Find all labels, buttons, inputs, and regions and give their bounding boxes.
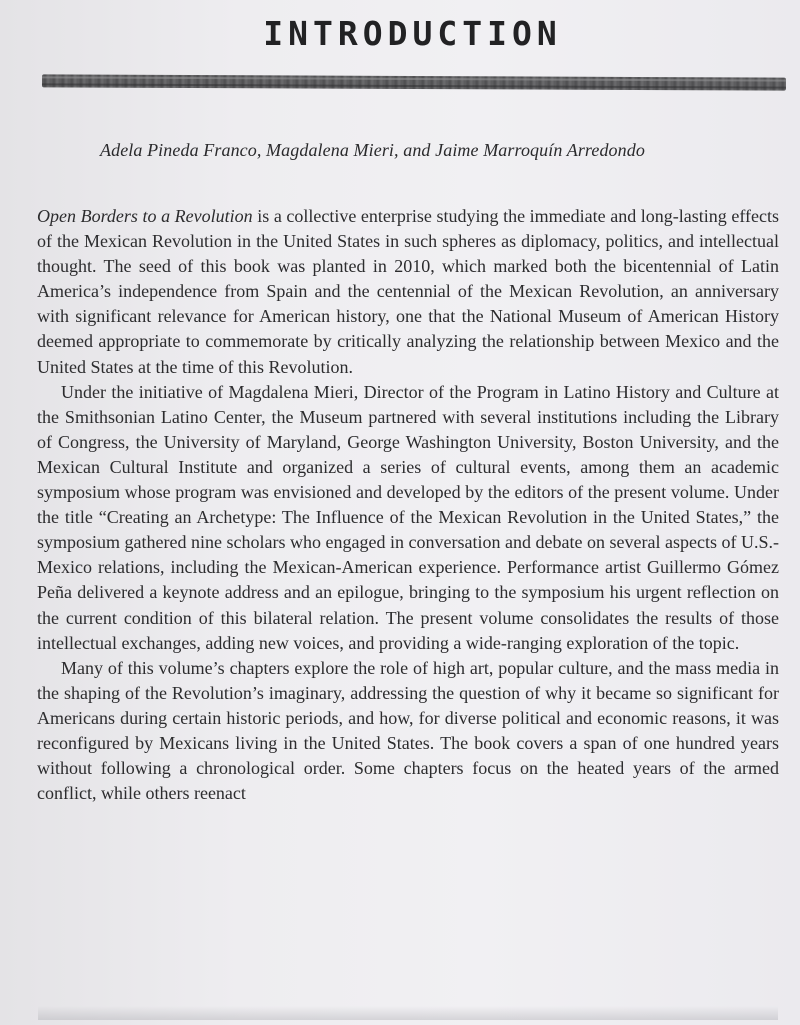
paragraph-3: Many of this volume’s chapters explore the role of high art, popular culture, and the mass media in the shaping of the Revolution’s imaginary, addressing the question of why it became so significant for Americans during certain historic periods, and how, for diverse political and economic reasons, it was reconfigured by Mexicans living in the United States. The book covers a span of one hundred years without following a chronological order. Some chapters focus on the heated years of the armed conflict, while others reenact xyxy=(37,657,779,804)
next-page-bleed-through xyxy=(38,1006,778,1020)
paragraph-2: Under the initiative of Magdalena Mieri, Director of the Program in Latino History and Culture at the Smithsonian Latino Center, the Museum partnered with several institutions including the Library of Congress, the University of Maryland, George Washington University, Boston University, and the Mexican Cultural Institute and organized a series of cultural events, among them an academic symposium whose program was envisioned and developed by the editors of the present volume. Under the title “Creating an Archetype: The Influence of the Mexican Revolution in the United States,” the symposium gathered nine scholars who engaged in conversation and debate on several aspects of U.S.-Mexico relations, including the Mexican-American experience. Performance artist Guillermo Gómez Peña delivered a keynote address and an epilogue, bringing to the symposium his urgent reflection on the current condition of this bilateral relation. The present volume consolidates the results of those intellectual exchanges, adding new voices, and providing a wide-ranging exploration of the topic. xyxy=(37,381,779,653)
chapter-authors: Adela Pineda Franco, Magdalena Mieri, and Jaime Marroquín Arredondo xyxy=(100,140,645,160)
paragraph-1 xyxy=(37,204,779,380)
paragraph-1-text: is a collective enterprise studying the immediate and long-lasting effects of the Mexican Revolution in the United States in such spheres as diplomacy, politics, and intellectual thought. The seed of this book was planted in 2010, which marked both the bicentennial of Latin America’s independence from Spain and the centennial of the Mexican Revolution, an anniversary with significant relevance for American history, one that the National Museum of American History deemed appropriate to commemorate by critically analyzing the relationship between Mexico and the United States at the time of this Revolution. xyxy=(37,206,779,377)
heading-rule xyxy=(42,74,786,90)
body-text xyxy=(37,204,779,806)
chapter-heading: INTRODUCTION xyxy=(263,14,562,53)
book-title: Open Borders to a Revolution xyxy=(37,206,253,226)
